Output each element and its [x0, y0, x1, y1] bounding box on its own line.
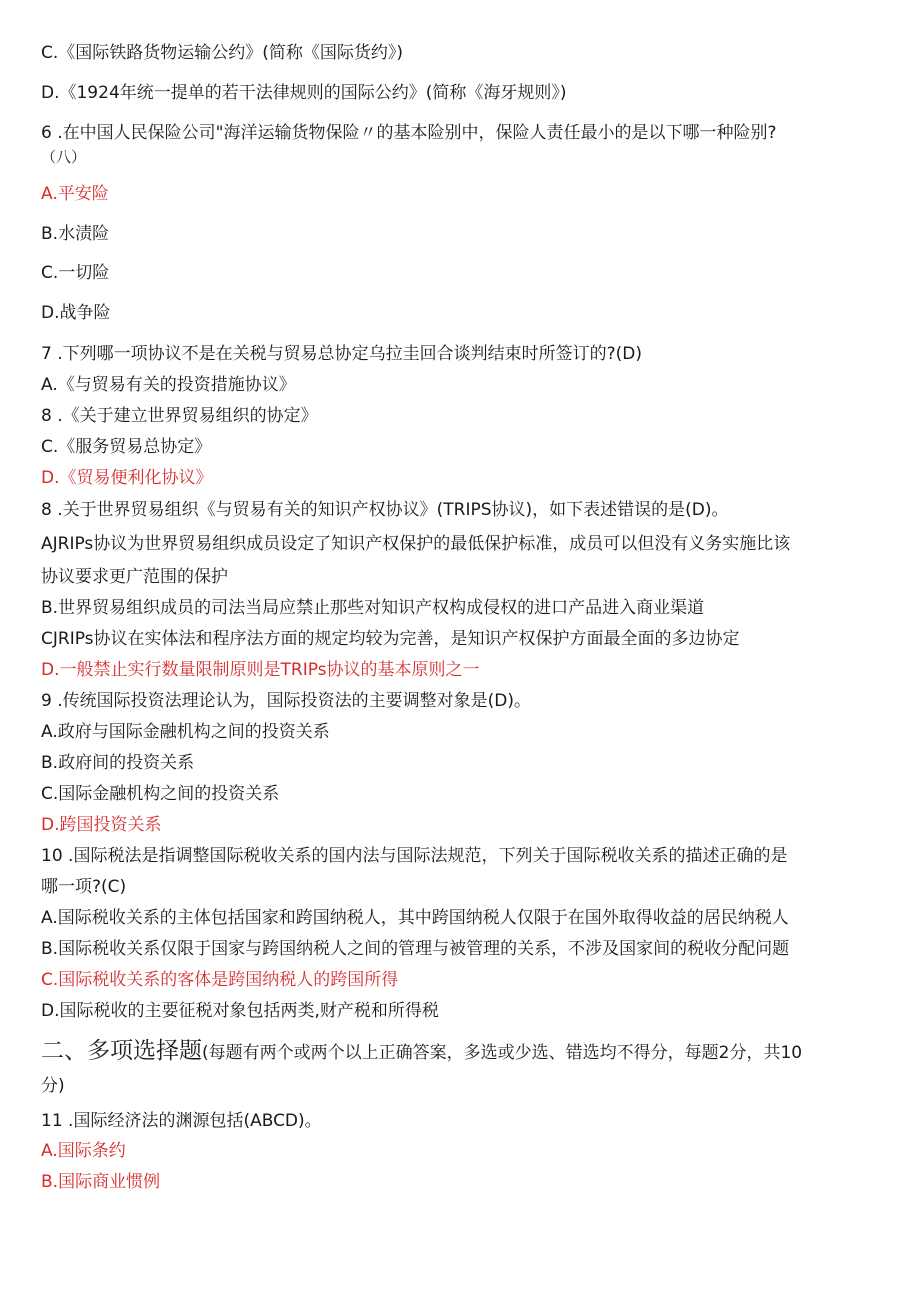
question-8: 8 .关于世界贸易组织《与贸易有关的知识产权协议》(TRIPS协议)，如下表述错误的是(D)。	[41, 500, 729, 520]
option-b-q8: B.世界贸易组织成员的司法当局应禁止那些对知识产权构成侵权的进口产品进入商业渠道	[41, 598, 705, 618]
option-d-q8: D.一般禁止实行数量限制原则是TRIPs协议的基本原则之一	[41, 660, 480, 680]
option-b-q6: B.水渍险	[41, 224, 110, 244]
option-d-q6: D.战争险	[41, 303, 111, 323]
question-10: 10 .国际税法是指调整国际税收关系的国内法与国际法规范，下列关于国际税收关系的描述正确的是	[41, 846, 788, 866]
option-c-q8: CJRIPs协议在实体法和程序法方面的规定均较为完善，是知识产权保护方面最全面的多边协定	[41, 629, 740, 649]
option-d-q5: D.《1924年统一提单的若干法律规则的国际公约》(简称《海牙规则》)	[41, 83, 567, 103]
question-6: 6 .在中国人民保险公司"海洋运输货物保险〃的基本险别中，保险人责任最小的是以下哪一种险别?	[41, 123, 777, 143]
option-c-q10: C.国际税收关系的客体是跨国纳税人的跨国所得	[41, 970, 399, 990]
option-a-q11: A.国际条约	[41, 1141, 126, 1161]
section-note: (每题有两个或两个以上正确答案，多选或少选、错选均不得分，每题2分，共10	[202, 1043, 803, 1063]
question-11: 11 .国际经济法的渊源包括(ABCD)。	[41, 1111, 322, 1131]
section-note-cont: 分)	[41, 1076, 65, 1096]
option-c-q6: C.一切险	[41, 263, 110, 283]
section-title: 二、多项选择题	[41, 1038, 202, 1064]
option-b-q11: B.国际商业惯例	[41, 1172, 161, 1192]
option-d-q10: D.国际税收的主要征税对象包括两类,财产税和所得税	[41, 1001, 439, 1021]
option-c-q7: C.《服务贸易总协定》	[41, 437, 212, 457]
option-a-q10: A.国际税收关系的主体包括国家和跨国纳税人，其中跨国纳税人仅限于在国外取得收益的居民纳税人	[41, 908, 789, 928]
option-d-q7: D.《贸易便利化协议》	[41, 468, 213, 488]
option-c-q9: C.国际金融机构之间的投资关系	[41, 784, 280, 804]
option-a-q6: A.平安险	[41, 184, 109, 204]
question-10-cont: 哪一项?(C)	[41, 877, 127, 897]
option-d-q9: D.跨国投资关系	[41, 815, 162, 835]
option-a-q8-cont: 协议要求更广范围的保护	[41, 567, 228, 587]
option-c-q5: C.《国际铁路货物运输公约》(简称《国际货约》)	[41, 43, 404, 63]
option-b-q7: 8 .《关于建立世界贸易组织的协定》	[41, 406, 318, 426]
question-6-answer-mark: （八）	[41, 148, 87, 166]
question-7: 7 .下列哪一项协议不是在关税与贸易总协定乌拉圭回合谈判结束时所签订的?(D)	[41, 344, 642, 364]
section-heading	[41, 1037, 802, 1067]
option-a-q9: A.政府与国际金融机构之间的投资关系	[41, 722, 330, 742]
option-a-q7: A.《与贸易有关的投资措施协议》	[41, 375, 296, 395]
option-a-q8: AJRIPs协议为世界贸易组织成员设定了知识产权保护的最低保护标准，成员可以但没有义务实施比该	[41, 534, 791, 554]
option-b-q9: B.政府间的投资关系	[41, 753, 195, 773]
question-9: 9 .传统国际投资法理论认为，国际投资法的主要调整对象是(D)。	[41, 691, 531, 711]
option-b-q10: B.国际税收关系仅限于国家与跨国纳税人之间的管理与被管理的关系，不涉及国家间的税收分配问题	[41, 939, 790, 959]
